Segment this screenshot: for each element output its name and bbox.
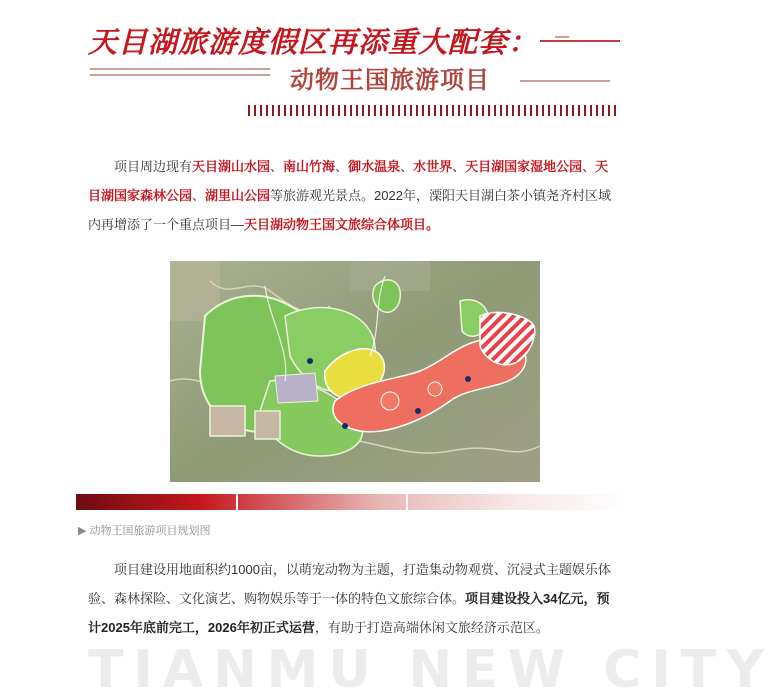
paragraph-text: 、	[582, 159, 596, 174]
paragraph-text: 、	[335, 159, 349, 174]
highlight-text: 湖里山公园	[205, 188, 271, 203]
paragraph-text: ，有助于打造高端休闲文旅经济示范区。	[314, 620, 549, 635]
title-deco-line	[540, 40, 620, 42]
paragraph-text: 、	[270, 159, 284, 174]
highlight-text: 天目湖国家森林公园	[88, 159, 609, 203]
watermark: TIANMU NEW CITY	[88, 640, 774, 700]
highlight-text: 天目湖山水园	[192, 159, 271, 174]
title-deco-line	[555, 36, 569, 38]
highlight-text: 御水温泉	[348, 159, 401, 174]
highlight-text: 南山竹海	[283, 159, 336, 174]
highlight-text: 天目湖国家湿地公园	[465, 159, 583, 174]
subtitle-deco-line	[520, 80, 610, 82]
subtitle-deco-lines	[90, 68, 270, 80]
page-title: 天目湖旅游度假区再添重大配套：	[88, 25, 539, 59]
page-subtitle: 动物王国旅游项目	[290, 66, 490, 94]
planning-map-image	[170, 261, 540, 482]
planning-map-graphic	[170, 261, 540, 482]
stripe-bar	[248, 105, 620, 116]
paragraph-text: 、	[400, 159, 414, 174]
details-paragraph	[88, 555, 618, 642]
highlight-text: 天目湖动物王国文旅综合体项目。	[244, 217, 440, 232]
bold-text: 项目建设投入34亿元，预计2025年底前完工，2026年初正式运营	[88, 591, 610, 635]
paragraph-text: 、	[452, 159, 466, 174]
paragraph-text: 项目周边现有	[114, 159, 193, 174]
paragraph-text: 项目建设用地面积约1000亩，以萌宠动物为主题，打造集动物观赏、沉浸式主题娱乐体验、森林探险、文化演艺、购物娱乐等于一体的特色文旅综合体。	[88, 562, 611, 606]
paragraph-text: 、	[192, 188, 206, 203]
highlight-text: 水世界	[413, 159, 453, 174]
image-caption: ▶ 动物王国旅游项目规划图	[78, 525, 211, 537]
paragraph-text: 等旅游观光景点。2022年，溧阳天目湖白茶小镇尧齐村区域内再增添了一个重点项目—	[88, 188, 611, 232]
section-divider	[76, 494, 628, 510]
intro-paragraph	[88, 152, 618, 239]
